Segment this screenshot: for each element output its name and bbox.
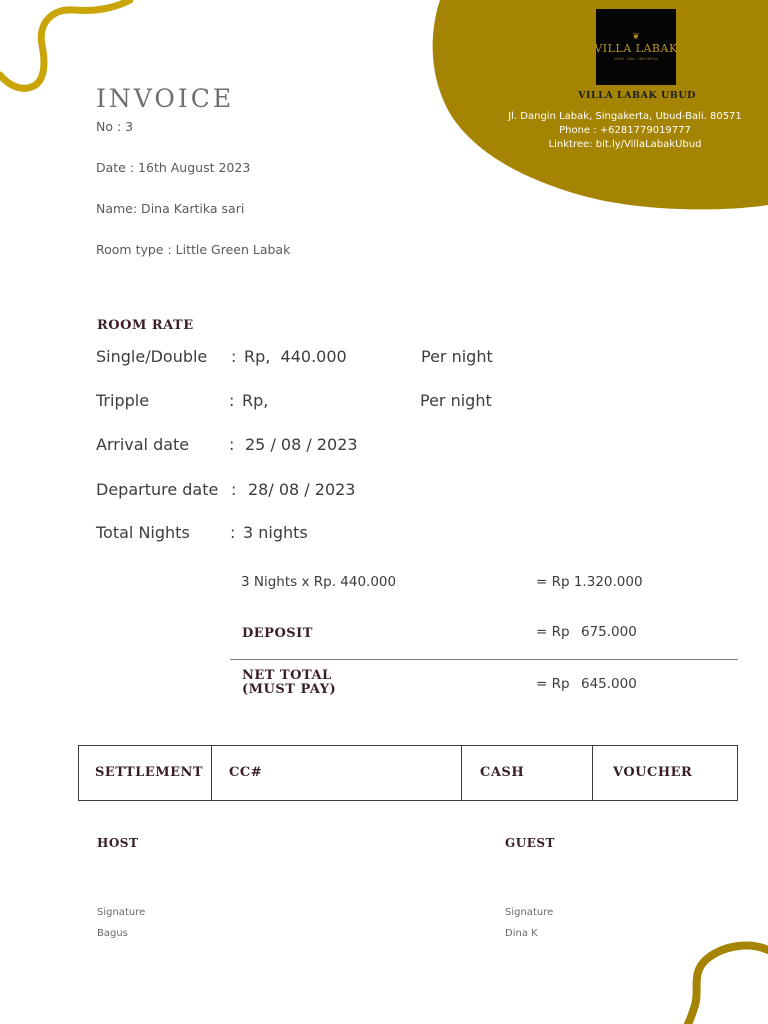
rate-label: Arrival date (96, 435, 190, 454)
net-total-line1: NET TOTAL (242, 668, 332, 683)
settlement-table (78, 745, 738, 801)
host-signature-label: Signature (97, 907, 146, 918)
rate-label: Total Nights (96, 523, 190, 542)
villa-phone: Phone : +6281779019777 (559, 125, 691, 136)
bottom-right-squiggle (688, 946, 768, 1024)
rate-value: Rp, 440.000 (244, 347, 347, 366)
rate-value: 3 nights (243, 523, 308, 542)
rate-colon: : (229, 435, 235, 454)
rate-value: 25 / 08 / 2023 (245, 435, 358, 454)
guest-signature-label: Signature (505, 907, 554, 918)
room-type: Room type : Little Green Labak (96, 242, 291, 257)
cc-cell: CC# (229, 765, 263, 780)
cash-cell: CASH (480, 765, 525, 780)
nights-amount: = Rp 1.320.000 (536, 574, 643, 590)
net-amount: 645.000 (581, 676, 637, 692)
logo-text: VILLA LABAK (594, 42, 678, 55)
host-name: Bagus (97, 928, 128, 939)
rate-colon: : (231, 347, 237, 366)
net-prefix: = Rp (536, 676, 570, 692)
voucher-cell: VOUCHER (613, 765, 693, 780)
host-label: HOST (97, 836, 139, 850)
invoice-number: No : 3 (96, 119, 134, 134)
net-total-label (242, 669, 336, 697)
net-total-line2: (MUST PAY) (242, 682, 337, 697)
villa-address: Jl. Dangin Labak, Singakerta, Ubud-Bali. 80571 (508, 111, 742, 122)
nights-calculation: 3 Nights x Rp. 440.000 (241, 574, 397, 590)
villa-linktree: Linktree: bit.ly/VillaLabakUbud (548, 139, 702, 150)
villa-logo (596, 9, 676, 85)
settlement-cell: SETTLEMENT (95, 765, 204, 780)
deposit-prefix: = Rp (536, 624, 570, 640)
rate-unit: Per night (420, 391, 492, 410)
logo-subtext: UBUD · BALI · INDONESIA (613, 57, 659, 61)
rate-unit: Per night (421, 347, 493, 366)
guest-name: Name: Dina Kartika sari (96, 201, 245, 216)
rate-value: Rp, (242, 391, 269, 410)
rate-colon: : (229, 391, 235, 410)
table-divider (592, 746, 593, 800)
rate-label: Departure date (96, 480, 219, 499)
deposit-amount: 675.000 (581, 624, 637, 640)
table-divider (211, 746, 212, 800)
total-divider (230, 659, 738, 660)
rate-colon: : (230, 523, 236, 542)
villa-name: VILLA LABAK UBUD (578, 90, 696, 101)
room-rate-heading: ROOM RATE (97, 318, 194, 333)
table-divider (461, 746, 462, 800)
rate-value: 28/ 08 / 2023 (248, 480, 356, 499)
invoice-date: Date : 16th August 2023 (96, 160, 251, 175)
rate-label: Single/Double (96, 347, 208, 366)
invoice-title: INVOICE (96, 84, 235, 113)
top-left-squiggle (0, 0, 130, 88)
guest-signature-name: Dina K (505, 928, 538, 939)
rate-label: Tripple (96, 391, 150, 410)
deposit-label: DEPOSIT (242, 626, 313, 641)
leaf-icon: ❦ (632, 32, 640, 42)
guest-label: GUEST (505, 836, 555, 850)
rate-colon: : (231, 480, 237, 499)
